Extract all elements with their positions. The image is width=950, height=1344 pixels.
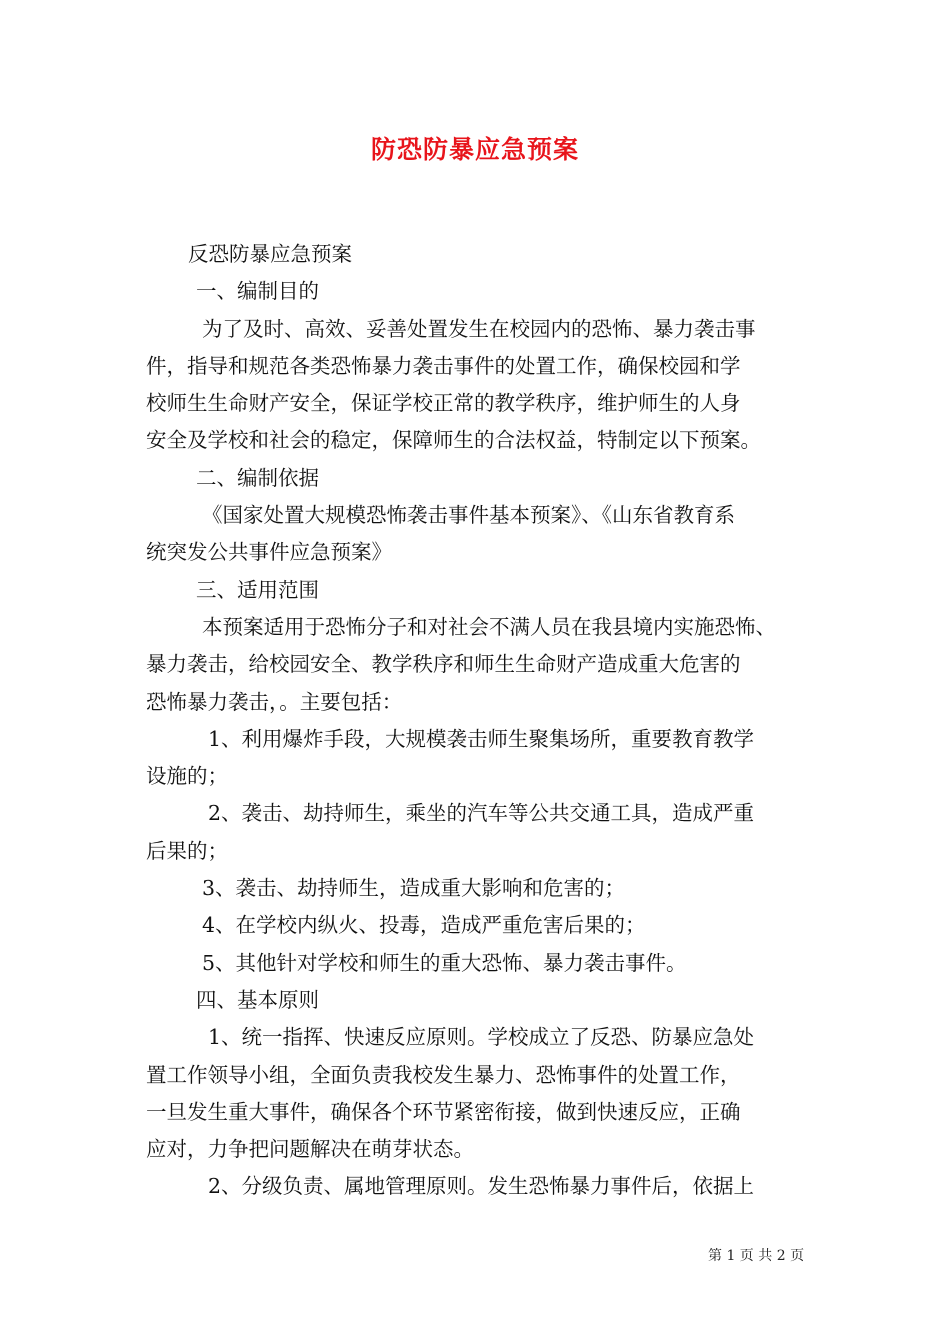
text-line: 应对，力争把问题解决在萌芽状态。: [146, 1137, 474, 1162]
page-title: 防恐防暴应急预案: [370, 135, 579, 164]
text-line: 暴力袭击，给校园安全、教学秩序和师生生命财产造成重大危害的: [146, 652, 741, 677]
text-line: 2、分级负责、属地管理原则。发生恐怖暴力事件后，依据上: [208, 1174, 755, 1199]
text-line: 《国家处置大规模恐怖袭击事件基本预案》、《山东省教育系: [202, 503, 735, 528]
text-line: 统突发公共事件应急预案》: [146, 540, 392, 565]
text-line: 本预案适用于恐怖分子和对社会不满人员在我县境内实施恐怖、: [202, 614, 776, 639]
text-line: 校师生生命财产安全，保证学校正常的教学秩序，维护师生的人身: [146, 391, 741, 416]
text-line: 一、编制目的: [196, 279, 319, 304]
text-line: 设施的；: [146, 764, 228, 789]
text-line: 四、基本原则: [196, 987, 319, 1012]
text-line: 后果的；: [146, 838, 228, 863]
text-line: 三、适用范围: [196, 577, 319, 602]
text-line: 3、袭击、劫持师生，造成重大影响和危害的；: [202, 876, 626, 901]
text-line: 5、其他针对学校和师生的重大恐怖、暴力袭击事件。: [202, 950, 687, 975]
text-line: 一旦发生重大事件，确保各个环节紧密衔接，做到快速反应，正确: [146, 1099, 741, 1124]
text-line: 4、在学校内纵火、投毒，造成严重危害后果的；: [202, 913, 646, 938]
text-line: 置工作领导小组，全面负责我校发生暴力、恐怖事件的处置工作，: [146, 1062, 741, 1087]
text-line: 二、编制依据: [196, 465, 319, 490]
text-line: 安全及学校和社会的稳定，保障师生的合法权益，特制定以下预案。: [146, 428, 761, 453]
text-line: 1、统一指挥、快速反应原则。学校成立了反恐、防暴应急处: [208, 1025, 755, 1050]
text-line: 1、利用爆炸手段，大规模袭击师生聚集场所，重要教育教学: [208, 726, 755, 751]
text-line: 2、袭击、劫持师生，乘坐的汽车等公共交通工具，造成严重: [208, 801, 755, 826]
text-line: 反恐防暴应急预案: [188, 242, 352, 266]
text-line: 为了及时、高效、妥善处置发生在校园内的恐怖、暴力袭击事: [202, 316, 756, 341]
text-line: 件，指导和规范各类恐怖暴力袭击事件的处置工作，确保校园和学: [146, 353, 741, 378]
page-number: 第 1 页 共 2 页: [708, 1248, 805, 1264]
document-body: [146, 236, 810, 1206]
text-line: 恐怖暴力袭击，。主要包括：: [146, 689, 403, 714]
